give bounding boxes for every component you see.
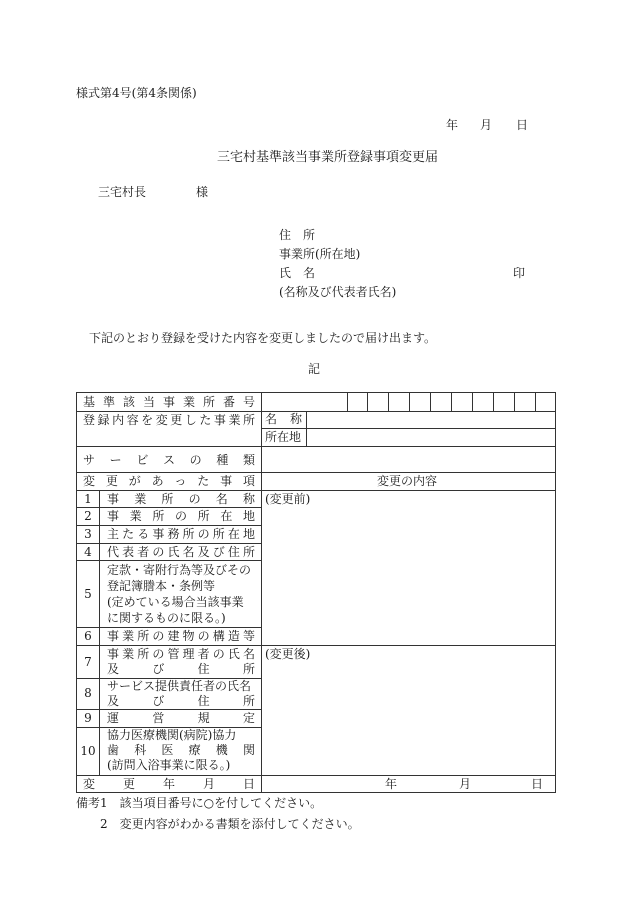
- note-2: 2 変更内容がわかる書類を添付してください。: [100, 817, 360, 831]
- applicant-name-label: 氏 名: [279, 266, 316, 280]
- applicant-office-label: 事業所(所在地): [279, 247, 361, 261]
- date-day-label: 日: [516, 118, 529, 132]
- item-label: 事業所の所在地: [107, 509, 255, 523]
- item-label-line: (定めている場合当該事業: [107, 595, 244, 609]
- item-label-line: 及び住所: [107, 662, 255, 676]
- form-number: 様式第4号(第4条関係): [76, 86, 197, 100]
- change-after-label: (変更後): [265, 647, 311, 661]
- ki-label: 記: [308, 362, 321, 376]
- item-number: 7: [84, 655, 92, 669]
- addressee-name: 三宅村長: [98, 185, 147, 199]
- item-number: 4: [84, 545, 92, 559]
- note-1: 備考1 該当項目番号に○を付してください。: [76, 796, 323, 810]
- item-label-line: 登記簿謄本・条例等: [107, 579, 216, 593]
- item-label-line: 歯科医療機関: [107, 743, 255, 757]
- change-date-year: 年: [385, 777, 398, 791]
- item-number: 5: [84, 587, 92, 601]
- changed-items-header: 変更があった事項: [83, 474, 255, 488]
- document-title: 三宅村基準該当事業所登録事項変更届: [217, 150, 439, 165]
- change-date-day: 日: [531, 777, 544, 791]
- item-label: 主たる事務所の所在地: [107, 527, 255, 541]
- intro-text: 下記のとおり登録を受けた内容を変更しましたので届け出ます。: [89, 331, 437, 345]
- date-year-label: 年: [446, 118, 459, 132]
- office-name-label: 名 称: [265, 412, 302, 426]
- changed-office-label: 登録内容を変更した事業所: [83, 413, 255, 427]
- change-before-label: (変更前): [265, 492, 311, 506]
- applicant-address-label: 住 所: [279, 228, 316, 242]
- item-label-line: 協力医療機関(病院)協力: [107, 728, 237, 742]
- item-label-line: サービス提供責任者の氏名: [107, 679, 252, 693]
- date-month-label: 月: [480, 118, 493, 132]
- item-number: 10: [80, 744, 96, 758]
- item-number: 3: [84, 527, 92, 541]
- item-label-line: (訪問入浴事業に限る。): [107, 758, 231, 772]
- change-date-label: 変更年月日: [83, 777, 255, 791]
- item-number: 2: [84, 509, 92, 523]
- applicant-name-note: (名称及び代表者氏名): [279, 285, 397, 299]
- item-label-line: に関するものに限る。): [107, 611, 226, 625]
- item-number: 6: [84, 629, 92, 643]
- change-content-header: 変更の内容: [377, 474, 438, 488]
- change-date-month: 月: [459, 777, 472, 791]
- office-location-label: 所在地: [265, 430, 302, 444]
- seal-mark: 印: [513, 266, 526, 280]
- item-label-line: 事業所の管理者の氏名: [107, 647, 255, 661]
- service-type-label: サービスの種類: [83, 453, 255, 467]
- addressee-honorific: 様: [196, 185, 209, 199]
- item-number: 1: [84, 492, 92, 506]
- item-number: 8: [84, 686, 92, 700]
- item-label: 事業所の建物の構造等: [107, 629, 255, 643]
- item-label: 代表者の氏名及び住所: [107, 545, 255, 559]
- office-number-label: 基準該当事業所番号: [83, 395, 255, 409]
- item-label: 事業所の名称: [107, 492, 255, 506]
- registration-change-table: [76, 392, 556, 793]
- item-number: 9: [84, 711, 92, 725]
- item-label: 運営規定: [107, 711, 255, 725]
- item-label-line: 定款・寄附行為等及びその: [107, 563, 252, 577]
- item-label-line: 及び住所: [107, 694, 255, 708]
